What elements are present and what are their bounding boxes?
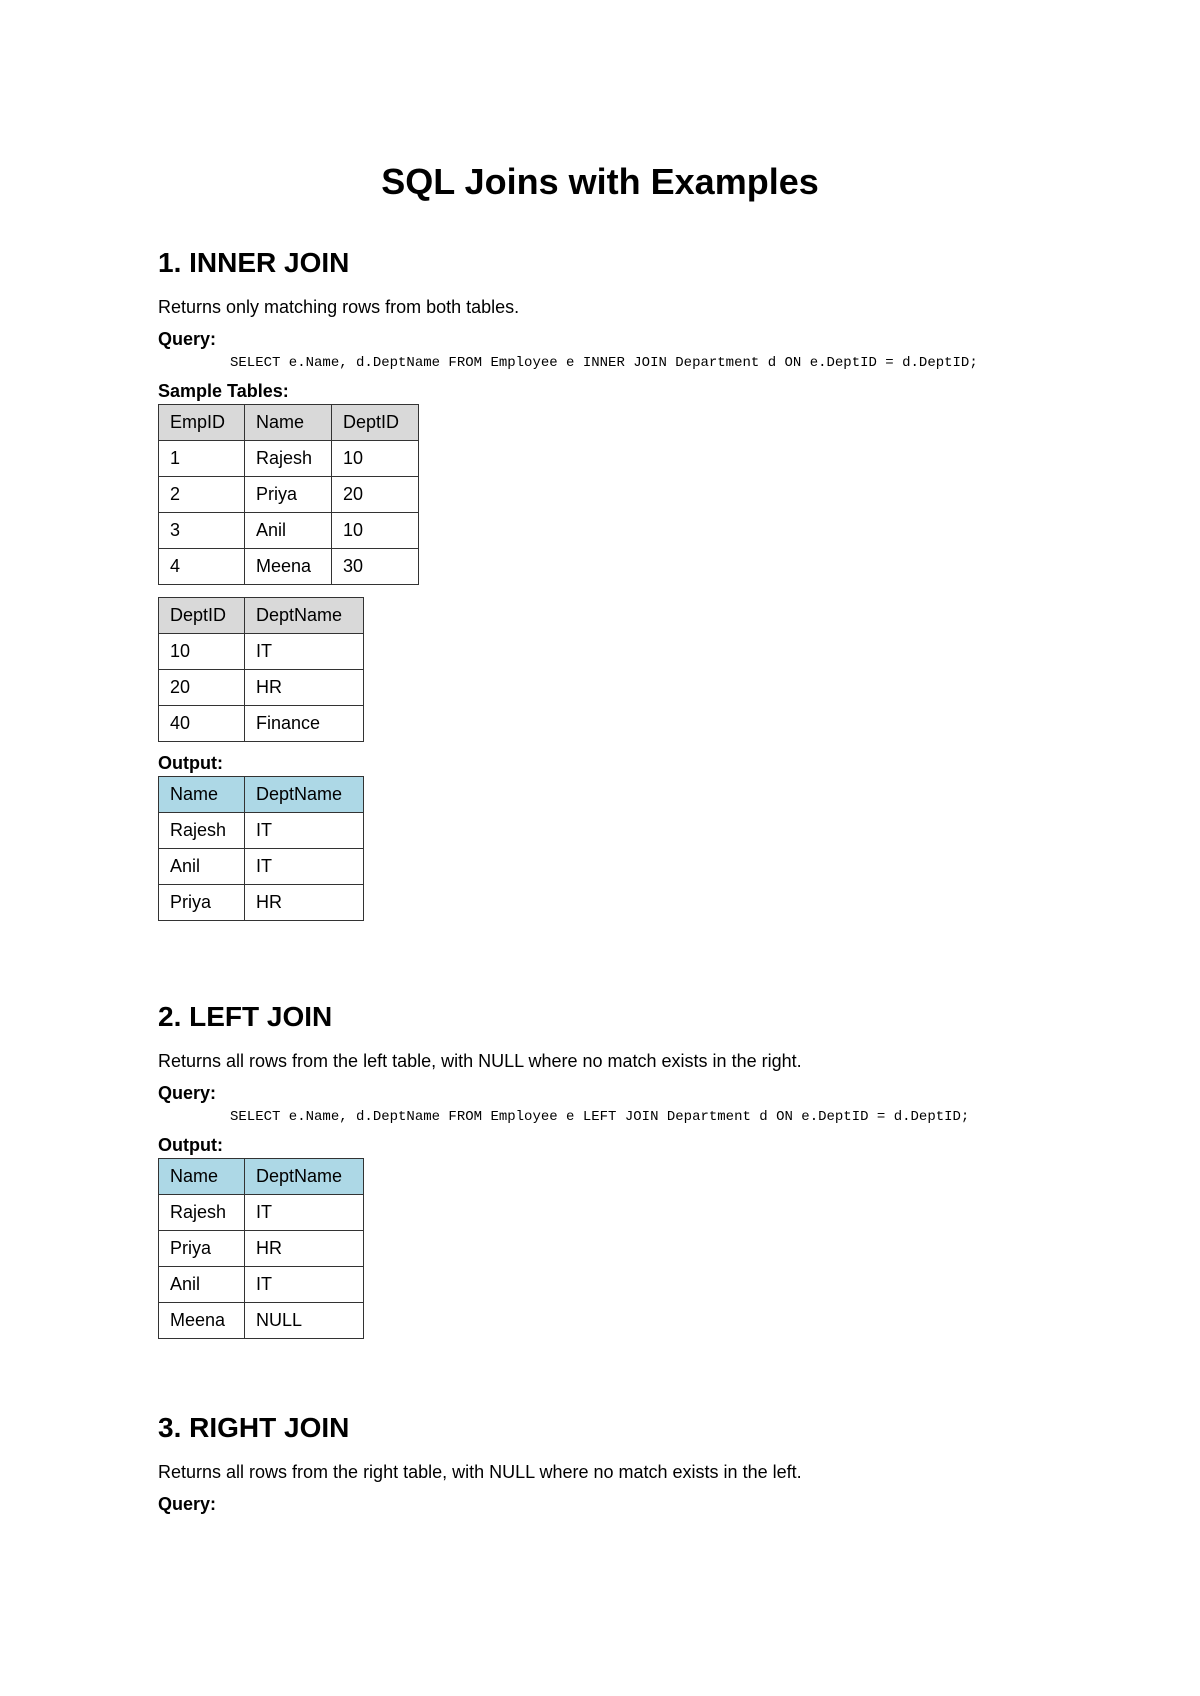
department-table — [158, 597, 364, 742]
table-row — [159, 1267, 364, 1303]
table-cell: HR — [245, 670, 364, 706]
section-heading: 1. INNER JOIN — [158, 247, 350, 278]
table-row — [159, 549, 419, 585]
table-cell: Priya — [245, 477, 332, 513]
table-header-row — [159, 777, 364, 813]
table-row — [159, 513, 419, 549]
table-cell: 30 — [332, 549, 419, 585]
table-cell: Anil — [159, 1267, 245, 1303]
table-cell: Finance — [245, 706, 364, 742]
table-cell: Rajesh — [159, 1195, 245, 1231]
table-row — [159, 634, 364, 670]
column-header: DeptName — [245, 598, 364, 634]
column-header: Name — [245, 405, 332, 441]
section-inner-join — [158, 246, 1038, 921]
table-cell: Anil — [245, 513, 332, 549]
table-header-row — [159, 1159, 364, 1195]
sql-query: SELECT e.Name, d.DeptName FROM Employee e LEFT JOIN Department d ON e.DeptID = d.DeptID; — [230, 1109, 970, 1125]
section-right-join — [158, 1411, 1038, 1515]
table-cell: Meena — [159, 1303, 245, 1339]
table-cell: Priya — [159, 885, 245, 921]
table-cell: 4 — [159, 549, 245, 585]
section-left-join — [158, 1000, 1038, 1339]
section-heading: 2. LEFT JOIN — [158, 1001, 333, 1032]
column-header: EmpID — [159, 405, 245, 441]
output-label: Output: — [158, 753, 223, 773]
table-cell: Priya — [159, 1231, 245, 1267]
table-cell: 1 — [159, 441, 245, 477]
column-header: DeptID — [332, 405, 419, 441]
table-cell: HR — [245, 1231, 364, 1267]
table-row — [159, 1195, 364, 1231]
column-header: DeptID — [159, 598, 245, 634]
table-cell: NULL — [245, 1303, 364, 1339]
table-cell: Anil — [159, 849, 245, 885]
table-cell: 3 — [159, 513, 245, 549]
table-cell: 10 — [159, 634, 245, 670]
table-cell: Rajesh — [245, 441, 332, 477]
table-cell: 40 — [159, 706, 245, 742]
table-header-row — [159, 405, 419, 441]
table-row — [159, 885, 364, 921]
table-cell: IT — [245, 849, 364, 885]
section-description: Returns all rows from the left table, with NULL where no match exists in the right. — [158, 1051, 802, 1071]
sample-tables-label: Sample Tables: — [158, 381, 289, 401]
query-label: Query: — [158, 1494, 217, 1514]
left-join-output-table — [158, 1158, 364, 1339]
table-row — [159, 441, 419, 477]
column-header: Name — [159, 1159, 245, 1195]
page-title: SQL Joins with Examples — [381, 161, 819, 202]
table-cell: 20 — [159, 670, 245, 706]
query-label: Query: — [158, 329, 217, 349]
table-cell: Meena — [245, 549, 332, 585]
table-cell: IT — [245, 813, 364, 849]
column-header: DeptName — [245, 1159, 364, 1195]
section-heading: 3. RIGHT JOIN — [158, 1412, 350, 1443]
table-row — [159, 670, 364, 706]
table-cell: 2 — [159, 477, 245, 513]
table-cell: Rajesh — [159, 813, 245, 849]
table-cell: HR — [245, 885, 364, 921]
column-header: Name — [159, 777, 245, 813]
inner-join-output-table — [158, 776, 364, 921]
query-label: Query: — [158, 1083, 217, 1103]
table-row — [159, 706, 364, 742]
table-cell: 10 — [332, 441, 419, 477]
table-cell: IT — [245, 1195, 364, 1231]
table-header-row — [159, 598, 364, 634]
section-description: Returns all rows from the right table, with NULL where no match exists in the left. — [158, 1462, 802, 1482]
sql-query: SELECT e.Name, d.DeptName FROM Employee e INNER JOIN Department d ON e.DeptID = d.DeptID; — [230, 355, 978, 371]
table-row — [159, 477, 419, 513]
table-cell: 10 — [332, 513, 419, 549]
output-label: Output: — [158, 1135, 223, 1155]
employee-table — [158, 404, 419, 585]
table-row — [159, 1303, 364, 1339]
table-row — [159, 849, 364, 885]
table-cell: 20 — [332, 477, 419, 513]
column-header: DeptName — [245, 777, 364, 813]
table-row — [159, 1231, 364, 1267]
table-cell: IT — [245, 1267, 364, 1303]
section-description: Returns only matching rows from both tables. — [158, 297, 520, 317]
table-row — [159, 813, 364, 849]
table-cell: IT — [245, 634, 364, 670]
